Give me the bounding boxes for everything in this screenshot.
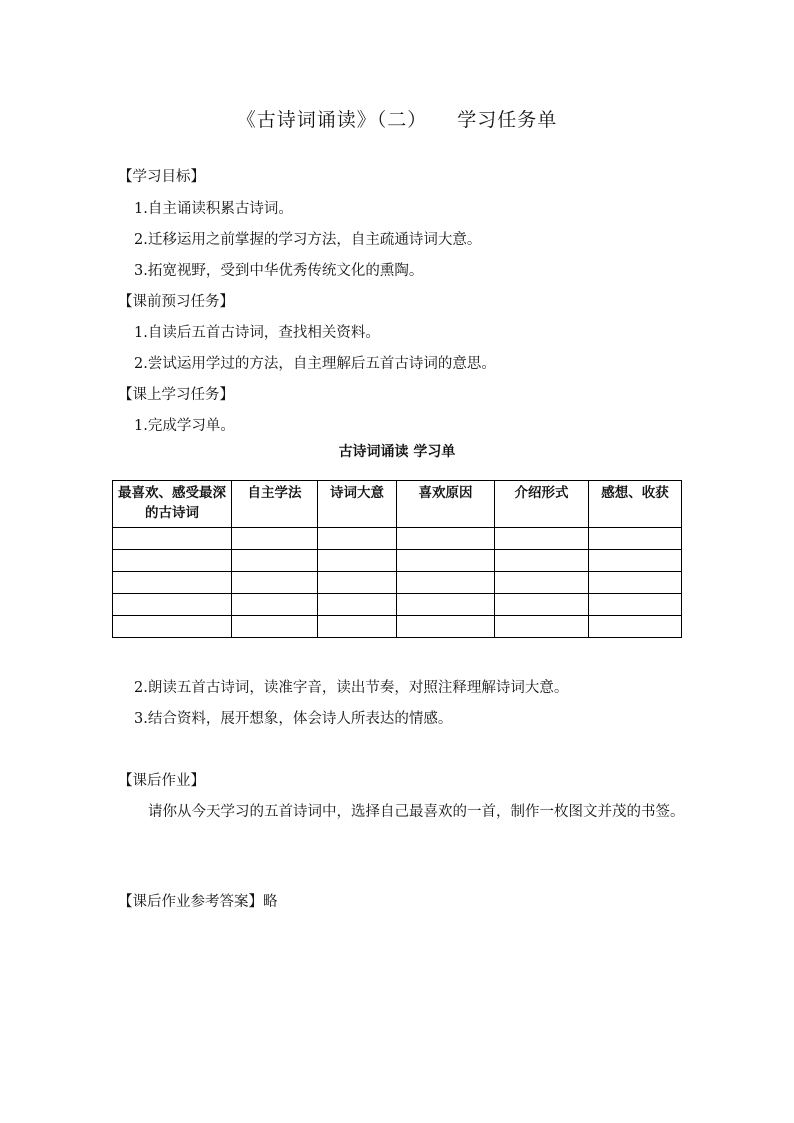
- title-main: 《古诗词诵读》（二）: [236, 109, 428, 131]
- column-header-reason: 喜欢原因: [397, 481, 495, 528]
- table-row: [113, 528, 682, 550]
- class-item-3: 3.结合资料，展开想象，体会诗人所表达的情感。: [134, 711, 453, 727]
- table-cell[interactable]: [495, 528, 589, 550]
- table-cell[interactable]: [113, 528, 232, 550]
- table-cell[interactable]: [232, 550, 318, 572]
- goal-item-1: 1.自主诵读积累古诗词。: [134, 201, 293, 217]
- preview-item-2: 2.尝试运用学过的方法，自主理解后五首古诗词的意思。: [134, 356, 496, 372]
- table-cell[interactable]: [232, 594, 318, 616]
- table-cell[interactable]: [397, 572, 495, 594]
- table-title: 古诗词诵读 学习单: [338, 444, 456, 460]
- table-cell[interactable]: [495, 616, 589, 638]
- section-heading-goals: 【学习目标】: [118, 169, 205, 185]
- section-heading-preview: 【课前预习任务】: [118, 294, 234, 310]
- table-header-row: [113, 481, 682, 528]
- table-cell[interactable]: [495, 572, 589, 594]
- goal-item-2: 2.迁移运用之前掌握的学习方法，自主疏通诗词大意。: [134, 232, 482, 248]
- column-header-favorite-poem: 最喜欢、感受最深的古诗词: [113, 481, 232, 528]
- table-row: [113, 572, 682, 594]
- table-cell[interactable]: [232, 528, 318, 550]
- study-sheet-table: [112, 480, 682, 638]
- table-row: [113, 550, 682, 572]
- table-cell[interactable]: [232, 572, 318, 594]
- table-cell[interactable]: [589, 572, 682, 594]
- title-sub: 学习任务单: [457, 109, 558, 131]
- table-row: [113, 594, 682, 616]
- column-header-study-method: 自主学法: [232, 481, 318, 528]
- column-header-poem-meaning: 诗词大意: [318, 481, 397, 528]
- section-heading-class: 【课上学习任务】: [118, 387, 234, 403]
- preview-item-1: 1.自读后五首古诗词，查找相关资料。: [134, 325, 380, 341]
- table-cell[interactable]: [318, 528, 397, 550]
- table-cell[interactable]: [495, 550, 589, 572]
- table-cell[interactable]: [232, 616, 318, 638]
- table-cell[interactable]: [589, 594, 682, 616]
- table-cell[interactable]: [318, 616, 397, 638]
- table-cell[interactable]: [589, 616, 682, 638]
- table-cell[interactable]: [495, 594, 589, 616]
- table-cell[interactable]: [113, 550, 232, 572]
- homework-paragraph: 请你从今天学习的五首诗词中，选择自己最喜欢的一首，制作一枚图文并茂的书签。: [148, 804, 685, 820]
- table-cell[interactable]: [318, 594, 397, 616]
- page-title: [0, 105, 794, 132]
- class-item-2: 2.朗读五首古诗词，读准字音，读出节奏，对照注释理解诗词大意。: [134, 680, 569, 696]
- table-cell[interactable]: [397, 550, 495, 572]
- section-heading-answer: 【课后作业参考答案】略: [118, 894, 278, 910]
- table-row: [113, 616, 682, 638]
- table-cell[interactable]: [113, 616, 232, 638]
- table-cell[interactable]: [113, 572, 232, 594]
- table-cell[interactable]: [397, 594, 495, 616]
- class-item-1: 1.完成学习单。: [134, 418, 235, 434]
- table-cell[interactable]: [397, 616, 495, 638]
- table-cell[interactable]: [113, 594, 232, 616]
- table-cell[interactable]: [397, 528, 495, 550]
- goal-item-3: 3.拓宽视野，受到中华优秀传统文化的熏陶。: [134, 263, 424, 279]
- column-header-reflection: 感想、收获: [589, 481, 682, 528]
- table-cell[interactable]: [318, 550, 397, 572]
- table-cell[interactable]: [589, 528, 682, 550]
- table-cell[interactable]: [318, 572, 397, 594]
- table-cell[interactable]: [589, 550, 682, 572]
- section-heading-homework: 【课后作业】: [118, 773, 205, 789]
- column-header-presentation: 介绍形式: [495, 481, 589, 528]
